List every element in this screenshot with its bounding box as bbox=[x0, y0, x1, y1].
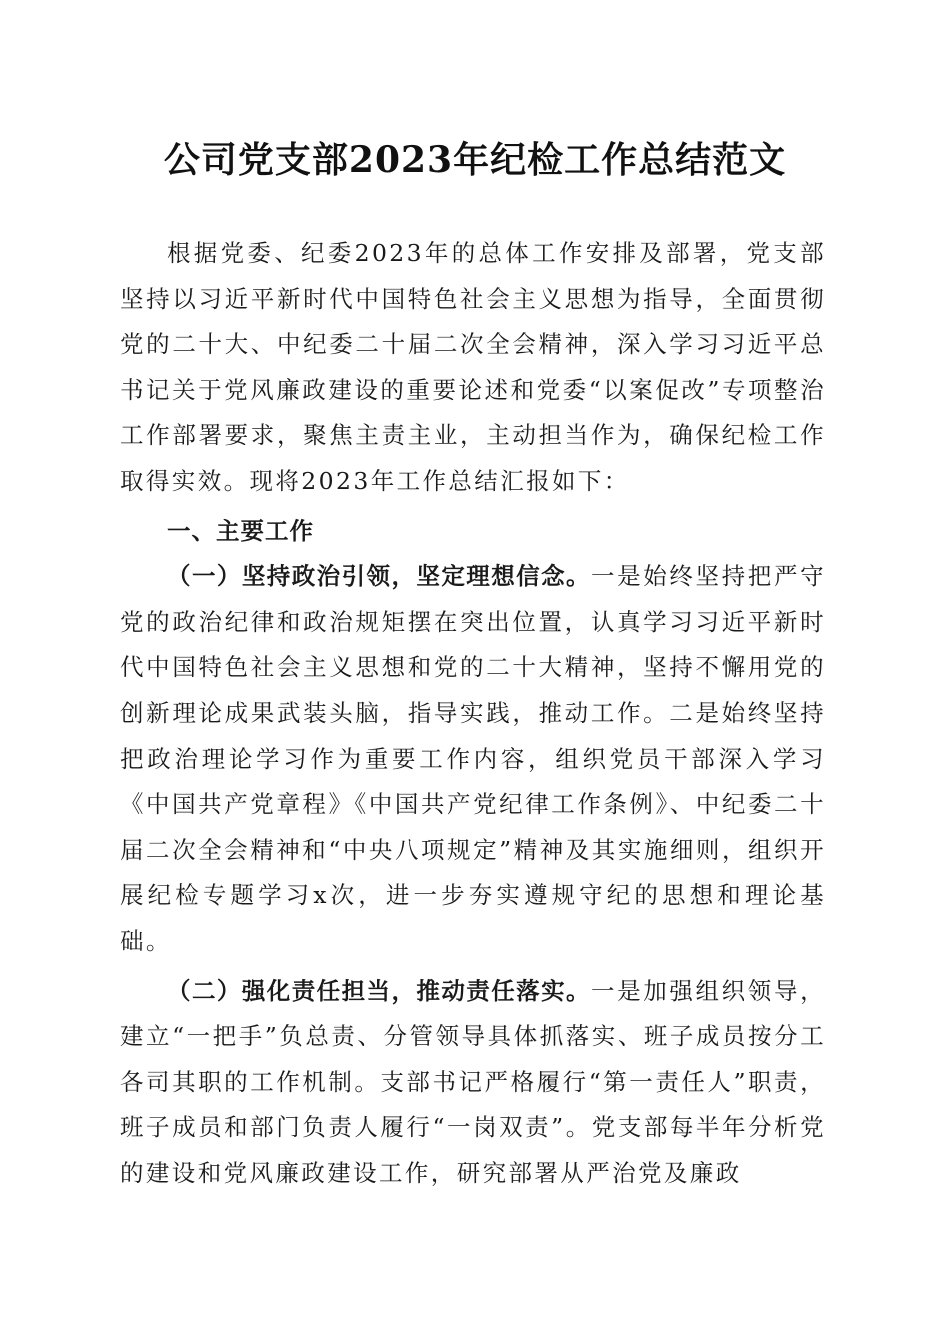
section-item-1-lead: （一）坚持政治引领，坚定理想信念。 bbox=[167, 562, 591, 591]
document-title: 公司党支部2023年纪检工作总结范文 bbox=[163, 139, 787, 181]
section-item-2 bbox=[120, 969, 826, 1197]
section-item-2-text: 一是加强组织领导，建立“一把手”负总责、分管领导具体抓落实、班子成员按分工各司其职的工作机制。支部书记严格履行“第一责任人”职责，班子成员和部门负责人履行“一岗双责”。党支部每半年分析党的建设和党风廉政建设工作，研究部署从严治党及廉政 bbox=[120, 976, 826, 1187]
section-item-2-lead: （二）强化责任担当，推动责任落实。 bbox=[167, 976, 591, 1005]
section-item-1 bbox=[120, 554, 826, 964]
section-heading: 一、主要工作 bbox=[167, 516, 314, 545]
intro-paragraph: 根据党委、纪委2023年的总体工作安排及部署，党支部坚持以习近平新时代中国特色社会主义思想为指导，全面贯彻党的二十大、中纪委二十届二次全会精神，深入学习习近平总书记关于党风廉政建设的重要论述和党委“以案促改”专项整治工作部署要求，聚焦主责主业，主动担当作为，确保纪检工作取得实效。现将2023年工作总结汇报如下： bbox=[120, 239, 826, 495]
section-item-1-text: 一是始终坚持把严守党的政治纪律和政治规矩摆在突出位置，认真学习习近平新时代中国特色社会主义思想和党的二十大精神，坚持不懈用党的创新理论成果武装头脑，指导实践，推动工作。二是始终坚持把政治理论学习作为重要工作内容，组织党员干部深入学习《中国共产党章程》《中国共产党纪律工作条例》、中纪委二十届二次全会精神和“中央八项规定”精神及其实施细则，组织开展纪检专题学习x次，进一步夯实遵规守纪的思想和理论基础。 bbox=[120, 562, 826, 955]
document-body bbox=[120, 231, 826, 1196]
